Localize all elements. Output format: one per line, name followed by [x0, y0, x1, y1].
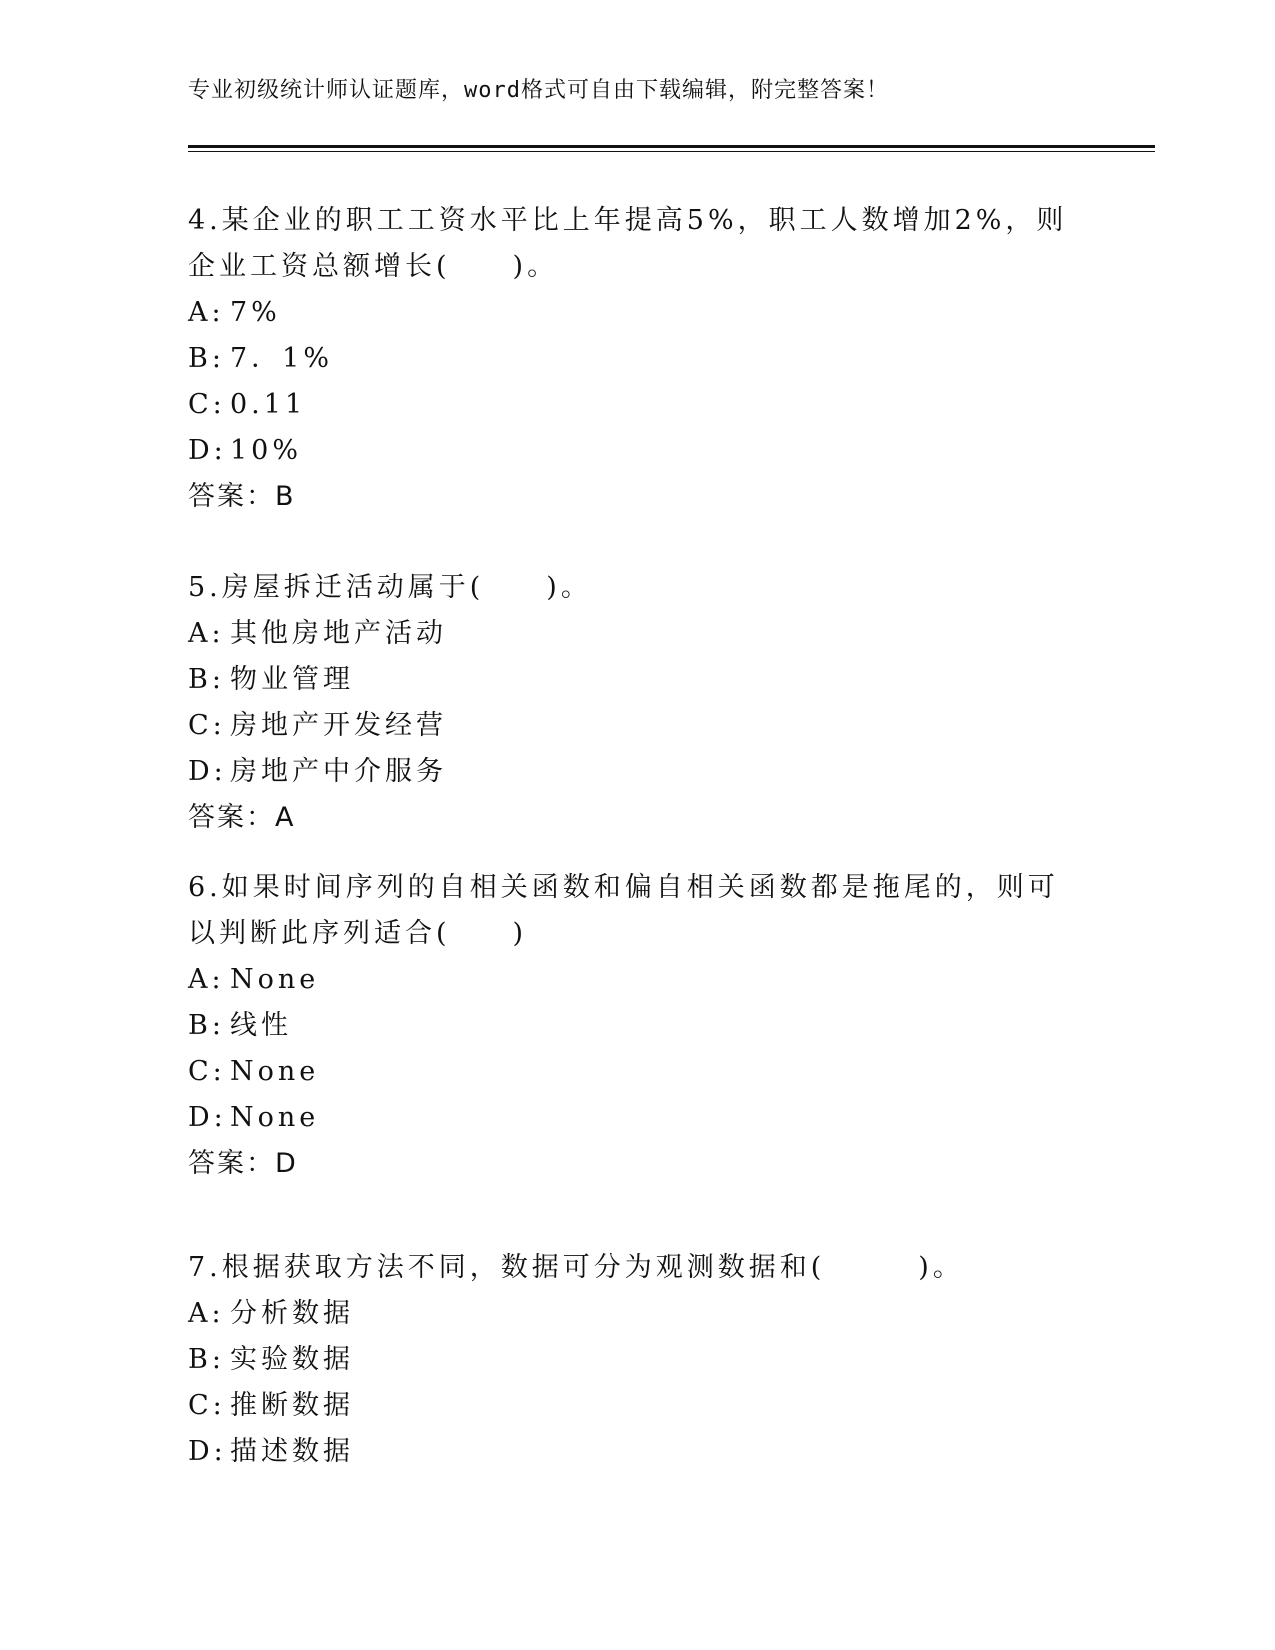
option-d [188, 749, 1088, 795]
option-c [188, 382, 1088, 428]
option-letter: B: [188, 1344, 225, 1375]
question-6 [188, 865, 1088, 1187]
option-a [188, 957, 1088, 1003]
option-a [188, 1291, 1088, 1337]
option-letter: D: [188, 756, 227, 787]
answer-line: 答案：D [188, 1148, 298, 1179]
option-letter: B: [188, 664, 225, 695]
option-letter: A: [188, 1298, 225, 1329]
option-text: 推断数据 [230, 1390, 354, 1421]
question-stem: 7.根据获取方法不同，数据可分为观测数据和( )。 [188, 1252, 964, 1283]
option-b [188, 1337, 1088, 1383]
answer-line: 答案：A [188, 802, 296, 833]
answer-line: 答案：B [188, 481, 296, 512]
option-text: 7% [230, 297, 281, 328]
option-text: None [230, 964, 320, 995]
option-text: 分析数据 [230, 1298, 354, 1329]
option-d [188, 1095, 1088, 1141]
option-letter: B: [188, 343, 225, 374]
option-letter: A: [188, 964, 225, 995]
option-letter: D: [188, 1436, 227, 1467]
option-c [188, 703, 1088, 749]
option-d [188, 1429, 1088, 1475]
option-letter: A: [188, 618, 225, 649]
option-text: 物业管理 [230, 664, 354, 695]
option-text: 描述数据 [230, 1436, 354, 1467]
question-4 [188, 198, 1088, 520]
question-stem: 6.如果时间序列的自相关函数和偏自相关函数都是拖尾的，则可以判断此序列适合( ) [188, 872, 1059, 949]
question-7 [188, 1245, 1088, 1475]
header-divider-thin [188, 151, 1155, 152]
question-stem: 4.某企业的职工工资水平比上年提高5%，职工人数增加2%，则企业工资总额增长( )。 [188, 205, 1068, 282]
option-text: 实验数据 [230, 1344, 354, 1375]
option-letter: C: [188, 1056, 226, 1087]
option-letter: B: [188, 1010, 225, 1041]
question-stem: 5.房屋拆迁活动属于( )。 [188, 572, 592, 603]
header-divider-thick [188, 145, 1155, 148]
question-5 [188, 565, 1088, 841]
option-b [188, 657, 1088, 703]
page-header-title: 专业初级统计师认证题库，word格式可自由下载编辑，附完整答案！ [188, 78, 889, 103]
option-text: None [230, 1056, 320, 1087]
option-text: None [230, 1102, 320, 1133]
option-text: 线性 [230, 1010, 292, 1041]
option-letter: D: [188, 1102, 227, 1133]
option-text: 房地产中介服务 [230, 756, 447, 787]
option-c [188, 1383, 1088, 1429]
option-text: 房地产开发经营 [230, 710, 447, 741]
option-letter: A: [188, 297, 225, 328]
option-letter: D: [188, 435, 227, 466]
option-b [188, 1003, 1088, 1049]
option-a [188, 290, 1088, 336]
option-text: 0.11 [230, 389, 307, 420]
option-c [188, 1049, 1088, 1095]
option-letter: C: [188, 710, 226, 741]
option-d [188, 428, 1088, 474]
option-text: 其他房地产活动 [230, 618, 447, 649]
option-a [188, 611, 1088, 657]
option-text: 7．1% [230, 343, 334, 374]
option-b [188, 336, 1088, 382]
option-letter: C: [188, 1390, 226, 1421]
option-letter: C: [188, 389, 226, 420]
option-text: 10% [230, 435, 303, 466]
